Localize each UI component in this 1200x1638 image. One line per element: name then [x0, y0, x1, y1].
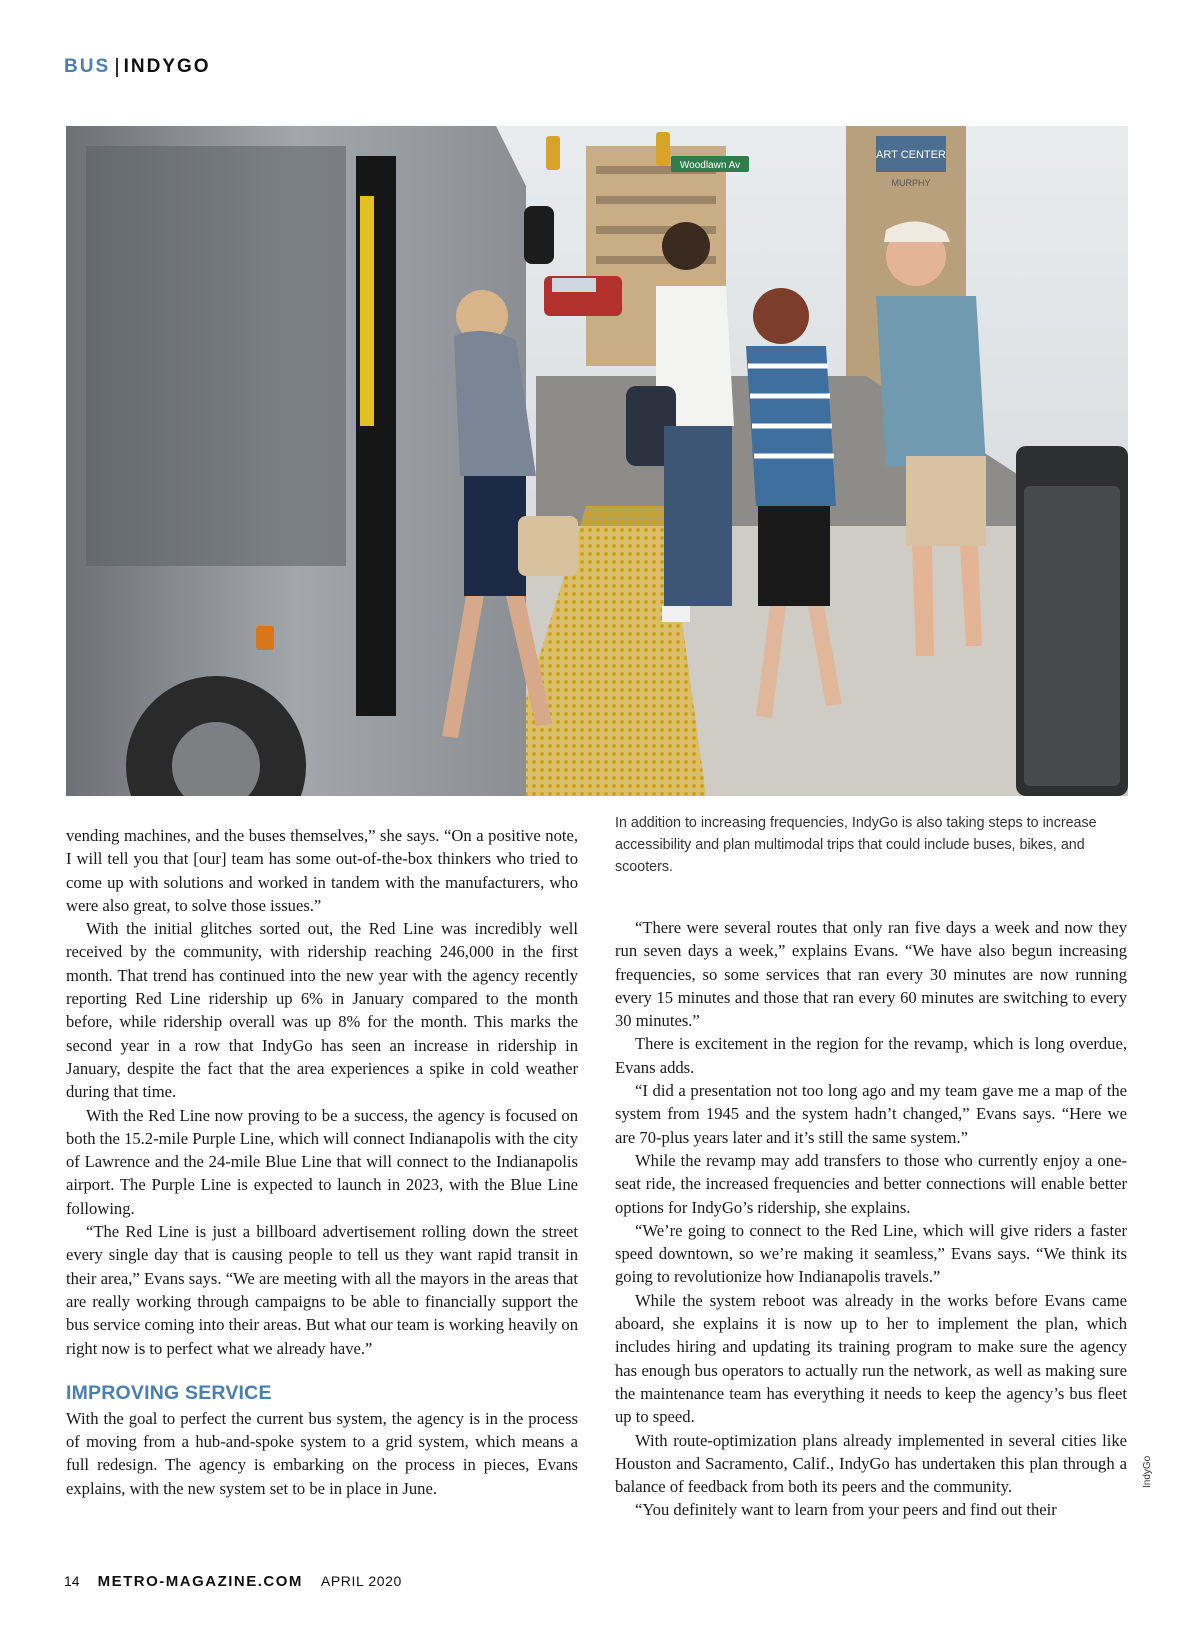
issue-date: APRIL 2020 [320, 1573, 402, 1589]
street-sign-text: Woodlawn Av [679, 160, 741, 171]
paragraph: vending machines, and the buses themselves,” she says. “On a positive note, I will tell you that [our] team has some out-of-the-box thinkers who tried to come up with solutions and worked in tandem with the manufacturers, who were also great, to solve those issues.” [66, 826, 578, 915]
section-label: BUS [64, 56, 111, 77]
site-name: METRO-MAGAZINE.COM [97, 1573, 303, 1590]
photo-credit: IndyGo [1142, 1455, 1153, 1488]
building-sign: ART CENTER [876, 149, 946, 161]
bus-mirror [524, 206, 554, 264]
subhead-improving-service: IMPROVING SERVICE [66, 1381, 272, 1404]
page-footer [64, 1573, 402, 1590]
paragraph: With the Red Line now proving to be a success, the agency is focused on both the 15.2-mile Purple Line, which will connect Indianapolis with the city of Lawrence and the 24-mile Blue Line that will connect to the Indianapolis airport. The Purple Line is expected to launch in 2023, with the Blue Line following. [66, 1105, 578, 1218]
paragraph: “You definitely want to learn from your peers and find out their [635, 1500, 1057, 1520]
left-column [66, 824, 578, 1500]
section-tag [64, 56, 211, 78]
right-column [615, 916, 1127, 1522]
subsection-label: INDYGO [123, 56, 211, 77]
paragraph: With the initial glitches sorted out, the Red Line was incredibly well received by the community, with ridership reaching 246,000 in the first month. That trend has continued into the new year with the agency recently reporting Red Line ridership up 6% in January compared to the month before, while ridership overall was up 8% for the month. This marks the second year in a row that IndyGo has seen an increase in ridership in January, despite the fact that the area experiences a spike in cold weather during that time. [66, 919, 578, 1102]
bus-marker-light [256, 626, 274, 650]
paragraph: “I did a presentation not too long ago and my team gave me a map of the system from 1945 and the system hadn’t changed,” Evans says. “Here we are 70-plus years later and it’s still the same system.” [615, 1081, 1127, 1147]
paragraph: While the revamp may add transfers to those who currently enjoy a one-seat ride, the increased frequencies and better connections will enable better options for IndyGo’s ridership, she explains. [615, 1150, 1127, 1217]
paragraph: While the system reboot was already in the works before Evans came aboard, she explains it is now up to her to implement the plan, which includes hiring and updating its training program to make sure the agency has enough bus operators to actually run the network, as well as making sure the maintenance team has everything it needs to keep the agency’s bus fleet up to speed. [615, 1290, 1127, 1427]
paragraph: With route-optimization plans already implemented in several cities like Houston and Sacramento, Calif., IndyGo has undertaken this plan through a balance of feedback from both its peers and the community. [615, 1430, 1127, 1497]
paragraph: “The Red Line is just a billboard advertisement rolling down the street every single day that is causing people to tell us they want rapid transit in their area,” Evans says. “We are meeting with all the mayors in the areas that are really working through campaigns to be able to financially support the bus service coming into their areas. But what our team is working heavily on right now is to perfect what we already have.” [66, 1222, 578, 1358]
photo-caption: In addition to increasing frequencies, IndyGo is also taking steps to increase accessibility and plan multimodal trips that could include buses, bikes, and scooters. [615, 815, 1097, 875]
page-number: 14 [64, 1573, 80, 1589]
paragraph: There is excitement in the region for the revamp, which is long overdue, Evans adds. [615, 1034, 1127, 1077]
bus-window [86, 146, 346, 566]
bus-door-stripe [360, 196, 374, 426]
photo-bus-boarding [66, 126, 1128, 796]
paragraph: With the goal to perfect the current bus system, the agency is in the process of moving from a hub-and-spoke system to a grid system, which means a full redesign. The agency is embarking on the process in pieces, Evans explains, with the new system set to be in place in June. [66, 1408, 578, 1498]
photo-illustration [66, 126, 1128, 796]
building-sign-2: MURPHY [891, 178, 931, 188]
paragraph: “We’re going to connect to the Red Line, which will give riders a faster speed downtown, so we’re making it seamless,” Evans says. “We think its going to revolutionize how Indianapolis travels.” [615, 1220, 1127, 1287]
section-divider [116, 58, 118, 77]
paragraph: “There were several routes that only ran five days a week and now they run seven days a week,” explains Evans. “We have also begun increasing frequencies, so some services that ran every 30 minutes are now running every 15 minutes and those that ran every 60 minutes are switching to every 30 minutes.” [615, 918, 1127, 1031]
